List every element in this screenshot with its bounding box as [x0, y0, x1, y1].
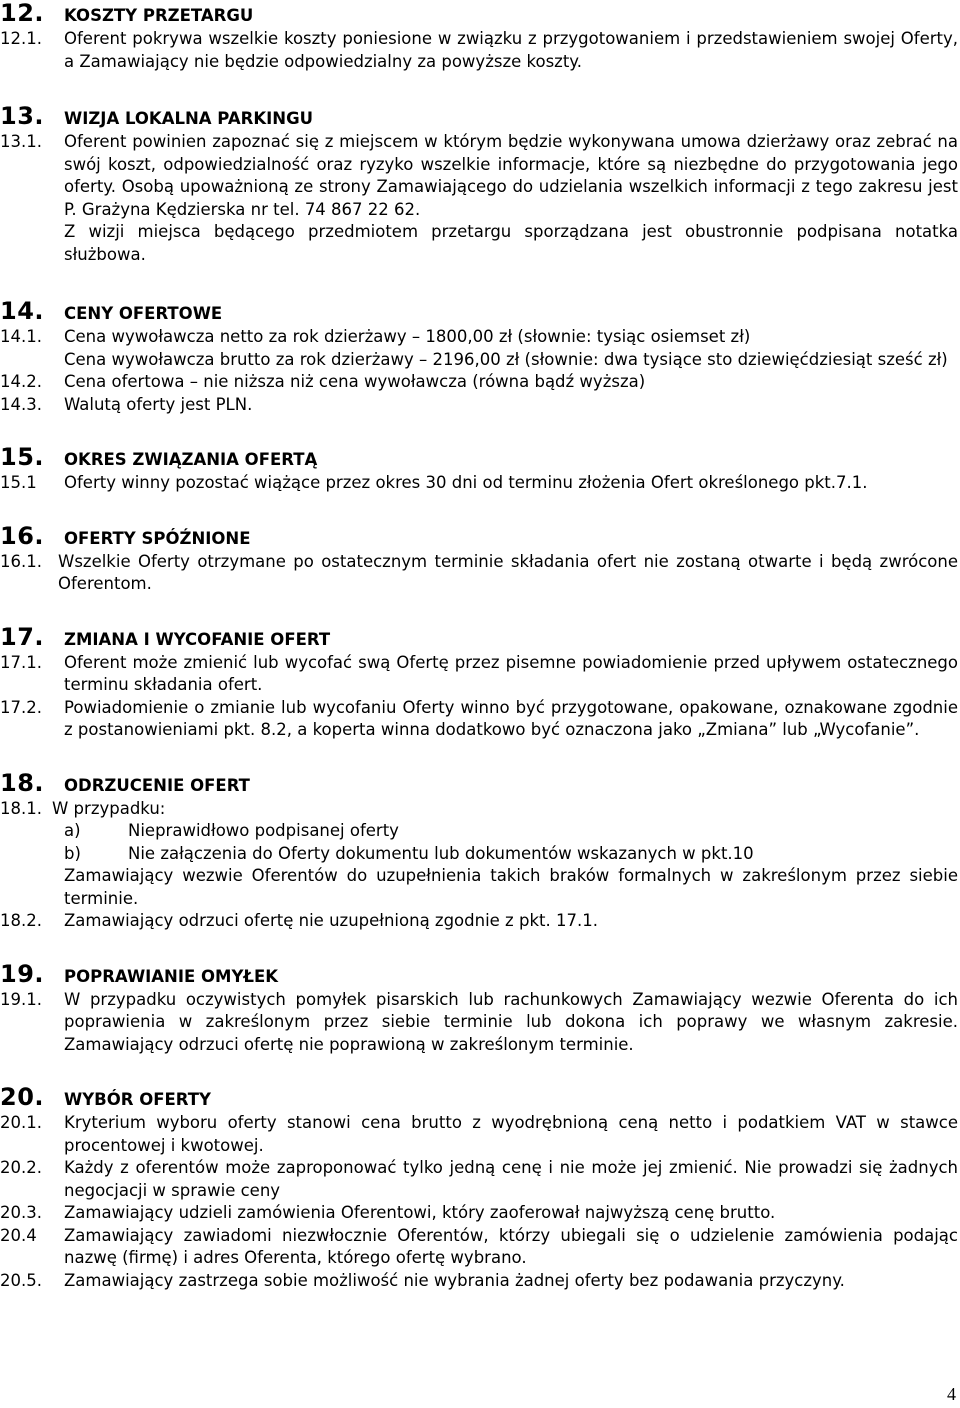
section-title: CENY OFERTOWE	[64, 304, 223, 323]
paragraph-number: 12.1.	[0, 29, 42, 48]
section-heading	[0, 443, 960, 472]
section-title: OKRES ZWIĄZANIA OFERTĄ	[64, 450, 318, 469]
section-17	[0, 622, 960, 742]
spacer	[0, 495, 960, 525]
list-item-letter: b)	[64, 843, 81, 863]
section-title: OFERTY SPÓŹNIONE	[64, 528, 251, 548]
paragraph-text: Każdy z oferentów może zaproponować tylko jedną cenę i nie może jej zmienić. Nie prowadzi się żadnych negocjacji w sprawie ceny	[64, 1158, 958, 1200]
paragraph-continuation: Cena wywoławcza brutto za rok dzierżawy – 2196,00 zł (słownie: dwa tysiące sto dziewięćdziesiąt sześć zł)	[64, 349, 948, 369]
paragraph-text: Wszelkie Oferty otrzymane po ostatecznym terminie składania ofert nie zostaną otwarte i będą zwrócone Oferentom.	[58, 551, 958, 593]
paragraph-number: 20.3.	[0, 1203, 42, 1222]
paragraph	[0, 652, 960, 697]
paragraph	[0, 1112, 960, 1157]
section-18	[0, 768, 960, 933]
spacer	[0, 596, 960, 626]
paragraph	[0, 910, 960, 933]
section-14	[0, 297, 960, 416]
paragraph	[0, 326, 960, 349]
paragraph-text: Kryterium wyboru oferty stanowi cena brutto z wyodrębnioną ceną netto i podatkiem VAT w stawce procentowej i kwotowej.	[64, 1113, 958, 1155]
paragraph	[0, 551, 960, 596]
paragraph-number: 19.1.	[0, 989, 42, 1009]
paragraph	[0, 131, 960, 221]
paragraph-number: 14.3.	[0, 394, 42, 414]
list-item	[0, 843, 960, 866]
section-number: 15.	[0, 443, 45, 471]
paragraph-number: 15.1	[0, 473, 37, 492]
section-12	[0, 0, 960, 73]
section-number: 13.	[0, 102, 45, 130]
section-16	[0, 521, 960, 596]
section-heading	[0, 2, 960, 28]
section-title: KOSZTY PRZETARGU	[64, 6, 254, 25]
page-number: 4	[947, 1384, 956, 1404]
paragraph-text: Oferent może zmienić lub wycofać swą Ofertę przez pisemne powiadomienie przed upływem ostatecznego terminu składania ofert.	[64, 652, 958, 694]
paragraph-text: Oferty winny pozostać wiążące przez okres 30 dni od terminu złożenia Ofert określonego pkt.7.1.	[64, 473, 868, 492]
paragraph-continuation: Z wizji miejsca będącego przedmiotem przetargu sporządzana jest obustronnie podpisana notatka służbowa.	[64, 222, 958, 264]
paragraph-text: W przypadku:	[52, 798, 166, 818]
section-number: 18.	[0, 768, 45, 797]
section-13	[0, 102, 960, 266]
paragraph-number: 17.1.	[0, 652, 42, 672]
spacer	[0, 1056, 960, 1086]
paragraph-continuation: Zamawiający wezwie Oferentów do uzupełnienia takich braków formalnych w zakreślonym przez siebie terminie.	[64, 866, 958, 908]
section-title: ODRZUCENIE OFERT	[64, 775, 250, 795]
spacer	[0, 742, 960, 772]
paragraph-number: 20.4	[0, 1225, 37, 1245]
paragraph	[0, 394, 960, 417]
paragraph	[0, 1225, 960, 1270]
paragraph-text: Powiadomienie o zmianie lub wycofaniu Oferty winno być przygotowane, opakowane, oznakowane zgodnie z postanowieniami pkt. 8.2, a koperta winna dodatkowo być oznaczona jako „Zmiana” lub „Wycofanie”.	[64, 697, 958, 739]
paragraph-number: 20.1.	[0, 1113, 42, 1132]
paragraph-number: 14.1.	[0, 327, 42, 346]
paragraph	[0, 1157, 960, 1202]
paragraph-text: Zamawiający zastrzega sobie możliwość nie wybrania żadnej oferty bez podawania przyczyny.	[64, 1270, 845, 1290]
section-heading	[0, 521, 960, 551]
section-title: ZMIANA I WYCOFANIE OFERT	[64, 629, 331, 649]
list-item-letter: a)	[64, 821, 81, 840]
paragraph-text: Walutą oferty jest PLN.	[64, 394, 253, 414]
section-title: WIZJA LOKALNA PARKINGU	[64, 109, 314, 128]
section-heading	[0, 622, 960, 652]
section-number: 12.	[0, 0, 45, 27]
list-item-text: Nieprawidłowo podpisanej oferty	[128, 821, 399, 840]
paragraph-text: Zamawiający odrzuci ofertę nie uzupełnioną zgodnie z pkt. 17.1.	[64, 911, 598, 930]
section-heading	[0, 768, 960, 798]
paragraph-text: Zamawiający udzieli zamówienia Oferentowi, który zaoferował najwyższą cenę brutto.	[64, 1203, 776, 1222]
paragraph	[0, 697, 960, 742]
paragraph-number: 16.1.	[0, 551, 42, 571]
paragraph	[0, 472, 960, 495]
section-15	[0, 443, 960, 495]
section-title: WYBÓR OFERTY	[64, 1090, 211, 1109]
paragraph-number: 14.2.	[0, 372, 42, 391]
list-item-text: Nie załączenia do Oferty dokumentu lub dokumentów wskazanych w pkt.10	[128, 843, 754, 863]
paragraph	[0, 1202, 960, 1225]
paragraph	[0, 989, 960, 1057]
spacer	[0, 416, 960, 446]
section-heading	[0, 1083, 960, 1112]
section-number: 19.	[0, 959, 45, 988]
paragraph-number: 20.2.	[0, 1158, 42, 1177]
paragraph-number: 18.1.	[0, 798, 42, 818]
paragraph	[0, 28, 960, 73]
section-heading	[0, 297, 960, 326]
section-number: 20.	[0, 1083, 45, 1111]
paragraph-text: Oferent pokrywa wszelkie koszty poniesione w związku z przygotowaniem i przedstawieniem swojej Oferty, a Zamawiający nie będzie odpowiedzialny za powyższe koszty.	[64, 29, 958, 71]
paragraph-number: 18.2.	[0, 911, 42, 930]
section-19	[0, 959, 960, 1057]
section-number: 16.	[0, 521, 45, 550]
paragraph-text: Cena wywoławcza netto za rok dzierżawy – 1800,00 zł (słownie: tysiąc osiemset zł)	[64, 327, 751, 346]
paragraph-text: Oferent powinien zapoznać się z miejscem w którym będzie wykonywana umowa dzierżawy oraz zebrać na swój koszt, odpowiedzialność oraz ryzyko wszelkie informacje, które są niezbędne do przygotowania jego oferty. Osobą upoważnioną ze strony Zamawiającego do udzielania wszelkich informacji z tego zakresu jest P. Grażyna Kędzierska nr tel. 74 867 22 62.	[64, 132, 958, 219]
section-heading	[0, 959, 960, 989]
paragraph	[0, 798, 960, 821]
paragraph	[0, 371, 960, 394]
section-20	[0, 1083, 960, 1292]
spacer	[0, 933, 960, 963]
paragraph-number: 17.2.	[0, 697, 42, 717]
section-number: 17.	[0, 622, 45, 651]
section-title: POPRAWIANIE OMYŁEK	[64, 966, 279, 986]
paragraph-text: W przypadku oczywistych pomyłek pisarskich lub rachunkowych Zamawiający wezwie Oferenta do ich poprawienia w zakreślonym przez siebie terminie lub dokona ich poprawy we własnym zakresie. Zamawiający odrzuci ofertę nie poprawioną w zakreślonym terminie.	[64, 989, 958, 1054]
list-item	[0, 820, 960, 843]
spacer	[0, 266, 960, 300]
section-heading	[0, 102, 960, 131]
section-number: 14.	[0, 297, 45, 325]
paragraph-number: 13.1.	[0, 132, 42, 151]
paragraph	[0, 1270, 960, 1293]
paragraph-text: Cena ofertowa – nie niższa niż cena wywoławcza (równa bądź wyższa)	[64, 372, 646, 391]
paragraph-number: 20.5.	[0, 1270, 42, 1290]
paragraph-text: Zamawiający zawiadomi niezwłocznie Oferentów, którzy ubiegali się o udzielenie zamówienia podając nazwę (firmę) i adres Oferenta, którego ofertę wybrano.	[64, 1225, 958, 1267]
spacer	[0, 73, 960, 105]
